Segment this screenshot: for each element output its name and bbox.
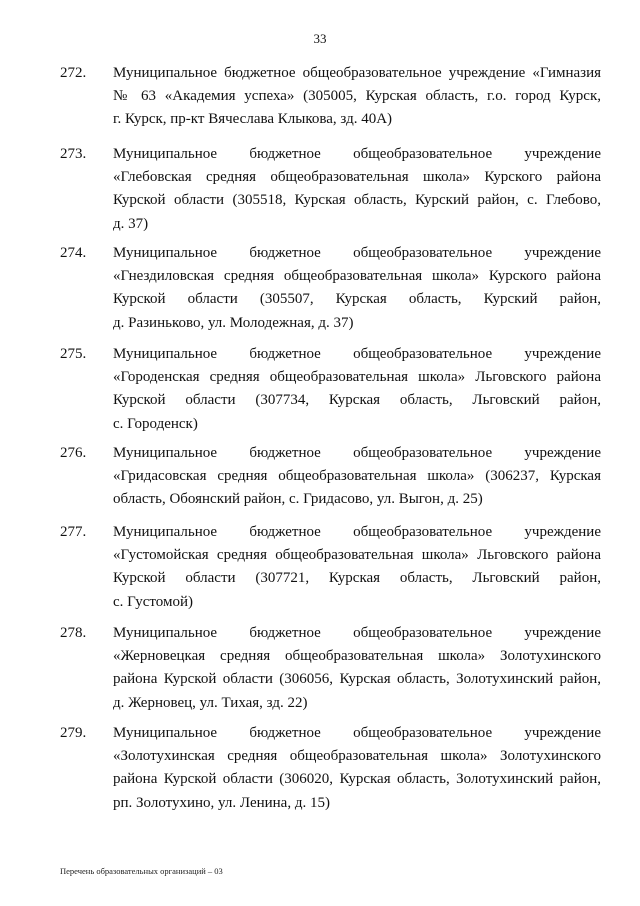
footer-note: Перечень образовательных организаций – 03: [60, 866, 223, 876]
entry-number: 278.: [60, 625, 87, 641]
list-item: [0, 62, 640, 152]
entry-line: д. 37): [113, 215, 149, 232]
entry-text: [113, 622, 601, 715]
entry-line: Курской области (305507, Курская область, Курский район,: [113, 291, 601, 308]
list-item: [0, 143, 640, 233]
entry-line: д. Разиньково, ул. Молодежная, д. 37): [113, 314, 354, 331]
entry-line: № 63 «Академия успеха» (305005, Курская область, г.о. город Курск,: [113, 88, 601, 105]
entry-text: [113, 521, 601, 614]
entry-text: [113, 722, 601, 815]
list-item: [0, 343, 640, 433]
entry-number: 279.: [60, 725, 87, 741]
entry-line: «Городенская средняя общеобразовательная школа» Льговского района: [113, 369, 601, 386]
entry-line: д. Жерновец, ул. Тихая, зд. 22): [113, 694, 308, 711]
entry-line: «Гридасовская средняя общеобразовательная школа» (306237, Курская: [113, 468, 601, 485]
page-number: 33: [313, 31, 327, 46]
entry-line: Муниципальное бюджетное общеобразовательное учреждение: [113, 725, 601, 741]
entry-line: рп. Золотухино, ул. Ленина, д. 15): [113, 794, 330, 811]
entry-number: 273.: [60, 146, 87, 162]
entry-line: Муниципальное бюджетное общеобразовательное учреждение: [113, 245, 601, 261]
list-item: [0, 242, 640, 332]
entry-line: Муниципальное бюджетное общеобразовательное учреждение: [113, 445, 601, 461]
entry-line: г. Курск, пр-кт Вячеслава Клыкова, зд. 40А): [113, 111, 393, 128]
entry-line: Муниципальное бюджетное общеобразовательное учреждение «Гимназия: [113, 65, 601, 81]
list-item: [0, 442, 640, 532]
entry-line: Курской области (305518, Курская область, Курский район, с. Глебово,: [113, 192, 601, 209]
entry-number: 277.: [60, 524, 87, 540]
entry-line: Муниципальное бюджетное общеобразовательное учреждение: [113, 625, 601, 641]
entry-line: Муниципальное бюджетное общеобразовательное учреждение: [113, 346, 601, 362]
entry-line: «Золотухинская средняя общеобразовательная школа» Золотухинского: [113, 748, 601, 765]
entry-line: района Курской области (306056, Курская область, Золотухинский район,: [113, 671, 601, 688]
entry-number: 272.: [60, 65, 87, 81]
entry-text: [113, 143, 601, 236]
entry-number: 275.: [60, 346, 87, 362]
entry-line: Муниципальное бюджетное общеобразовательное учреждение: [113, 146, 601, 162]
entry-number: 274.: [60, 245, 87, 261]
entry-line: с. Густомой): [113, 593, 194, 610]
entry-number: 276.: [60, 445, 87, 461]
entry-line: «Гнездиловская средняя общеобразовательная школа» Курского района: [113, 268, 601, 285]
entry-text: [113, 343, 601, 436]
entry-line: область, Обоянский район, с. Гридасово, ул. Выгон, д. 25): [113, 491, 483, 508]
entry-line: Курской области (307721, Курская область, Льговский район,: [113, 570, 601, 587]
entry-line: с. Городенск): [113, 415, 198, 432]
entry-line: района Курской области (306020, Курская область, Золотухинский район,: [113, 771, 601, 788]
entry-text: [113, 442, 601, 512]
entry-line: «Густомойская средняя общеобразовательная школа» Льговского района: [113, 547, 601, 564]
list-item: [0, 722, 640, 812]
entry-line: «Жерновецкая средняя общеобразовательная школа» Золотухинского: [113, 648, 601, 665]
list-item: [0, 521, 640, 611]
entry-text: [113, 62, 601, 132]
entry-line: Курской области (307734, Курская область, Льговский район,: [113, 392, 601, 409]
entry-line: Муниципальное бюджетное общеобразовательное учреждение: [113, 524, 601, 540]
entry-line: «Глебовская средняя общеобразовательная школа» Курского района: [113, 169, 601, 186]
entry-text: [113, 242, 601, 335]
list-item: [0, 622, 640, 712]
